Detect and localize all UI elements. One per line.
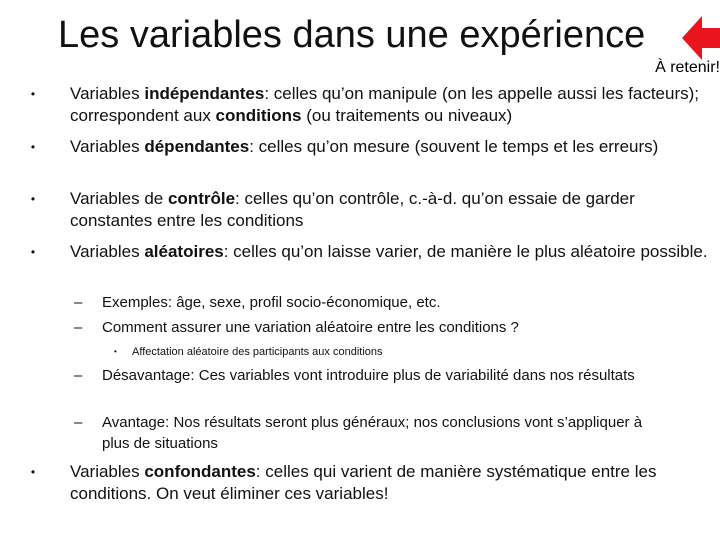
bullet-dependent-variables <box>30 136 710 158</box>
slide-title: Les variables dans une expérience <box>58 14 646 56</box>
bullet-marker: • <box>30 245 36 259</box>
bullet-text: : celles qu’on laisse varier, de manière le plus aléatoire possible. <box>223 242 708 261</box>
bullet-text: Variables <box>70 137 145 156</box>
sub-bullet-text: Avantage: Nos résultats seront plus généraux; nos conclusions vont s’appliquer à plus de situations <box>102 414 643 452</box>
sub-bullet-question <box>74 317 662 338</box>
bullet-independent-variables <box>30 83 710 127</box>
bullet-text: : celles qu’on manipule (on les appelle aussi les facteurs); correspondent aux <box>70 84 699 125</box>
bullet-text: Variables de <box>70 189 168 208</box>
sub-bullet-text: Désavantage: Ces variables vont introduire plus de variabilité dans nos résultats <box>102 367 635 384</box>
sub-sub-bullet-marker: • <box>114 347 117 356</box>
bullet-text: Variables <box>70 84 145 103</box>
bullet-term: indépendantes <box>144 84 265 103</box>
bullet-marker: • <box>30 87 36 101</box>
bullet-text: Variables <box>70 462 145 481</box>
bullet-term: conditions <box>215 106 302 125</box>
sub-sub-bullet-assignment <box>114 345 652 359</box>
sub-bullet-advantage <box>74 412 662 454</box>
left-arrow-icon <box>682 14 720 62</box>
sub-bullet-marker: – <box>74 319 83 336</box>
bullet-term: confondantes <box>144 462 256 481</box>
sub-bullet-text: Comment assurer une variation aléatoire entre les conditions ? <box>102 319 519 336</box>
sub-bullet-marker: – <box>74 414 83 431</box>
bullet-marker: • <box>30 140 36 154</box>
bullet-marker: • <box>30 465 36 479</box>
bullet-text: Variables <box>70 242 145 261</box>
callout-label: À retenir! <box>655 59 720 76</box>
sub-bullet-marker: – <box>74 294 83 311</box>
bullet-random-variables <box>30 241 710 263</box>
bullet-marker: • <box>30 192 36 206</box>
sub-bullet-text: Exemples: âge, sexe, profil socio-économique, etc. <box>102 294 441 311</box>
sub-bullet-examples <box>74 292 662 313</box>
bullet-text: : celles qu’on contrôle, c.-à-d. qu’on essaie de garder constantes entre les conditions <box>70 189 635 230</box>
sub-sub-bullet-text: Affectation aléatoire des participants aux conditions <box>132 346 383 358</box>
bullet-control-variables <box>30 188 710 232</box>
bullet-text: (ou traitements ou niveaux) <box>301 106 513 125</box>
sub-bullet-marker: – <box>74 367 83 384</box>
bullet-confounding-variables <box>30 461 710 505</box>
bullet-text: : celles qui varient de manière systématique entre les conditions. On veut éliminer ces variables! <box>70 462 657 503</box>
bullet-text: : celles qu’on mesure (souvent le temps et les erreurs) <box>249 137 659 156</box>
left-arrow-shape <box>682 16 720 60</box>
sub-bullet-disadvantage <box>74 365 662 386</box>
bullet-term: aléatoires <box>144 242 224 261</box>
bullet-term: contrôle <box>167 189 236 208</box>
bullet-term: dépendantes <box>144 137 250 156</box>
